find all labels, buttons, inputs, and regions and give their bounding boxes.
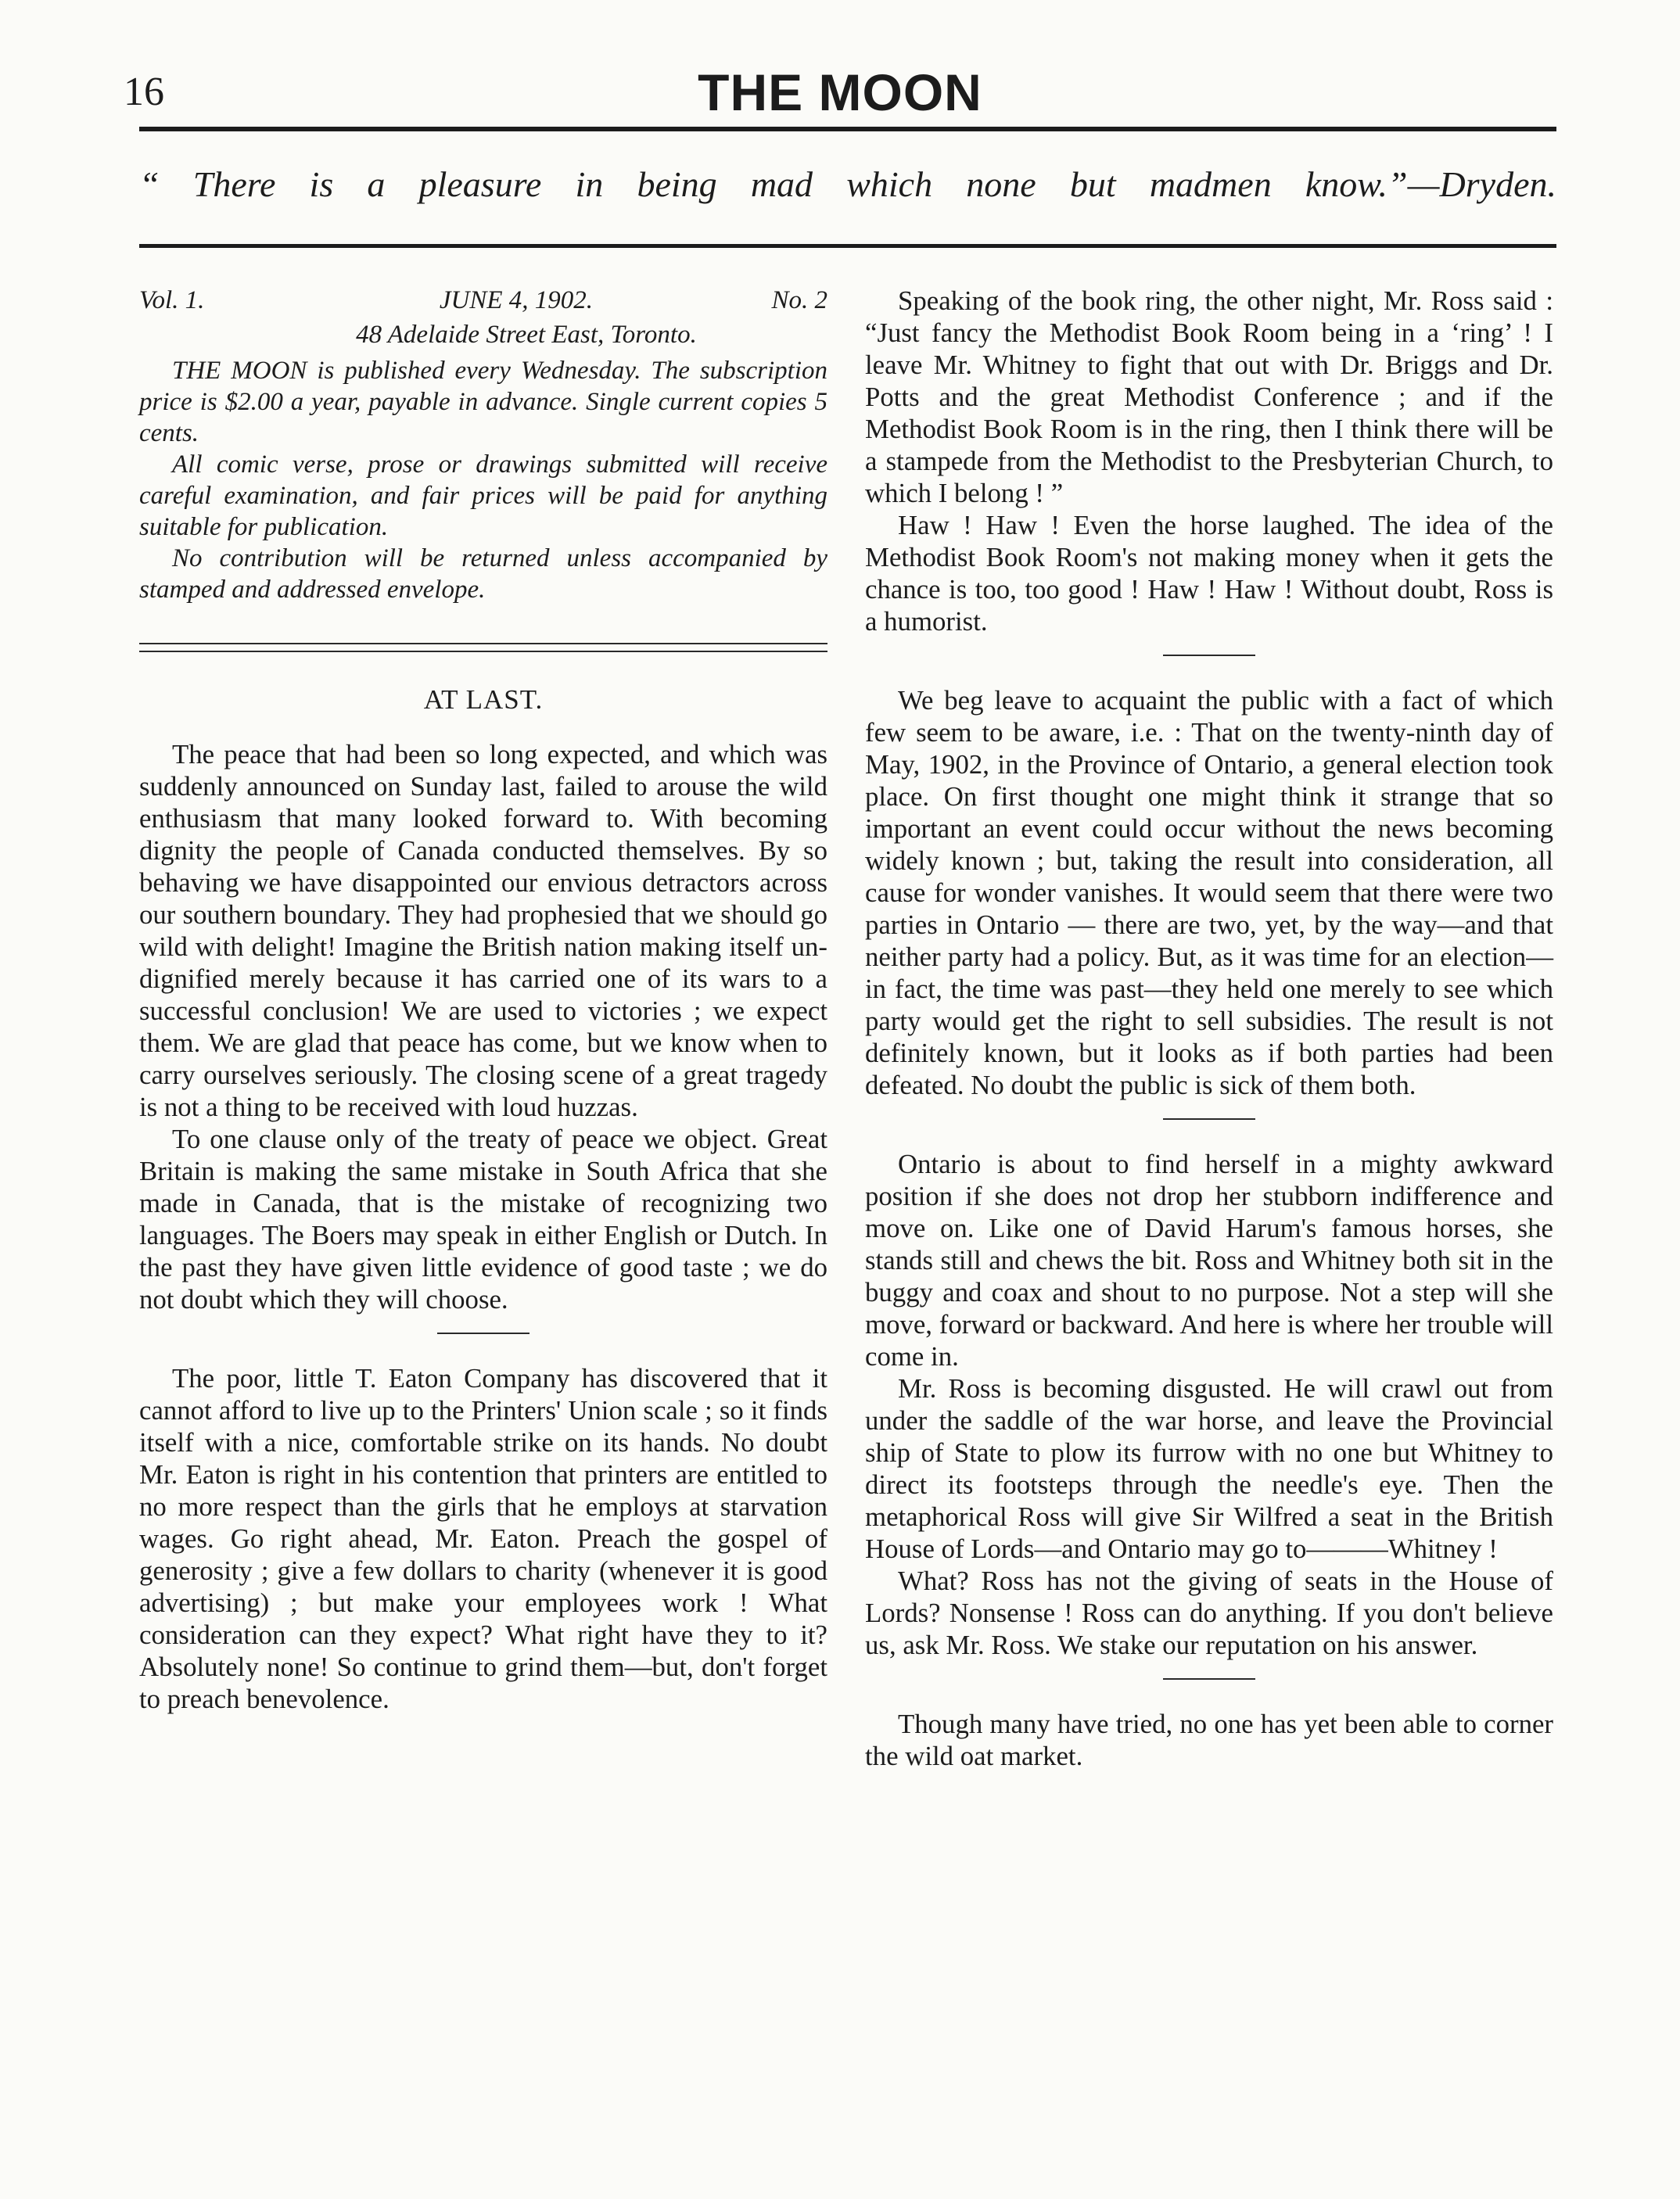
page-number: 16 [124, 70, 164, 114]
motto-quote: “ There is a pleasure in being mad which none but madmen know.”—Dryden. [139, 164, 1556, 204]
publication-notice [139, 355, 827, 605]
double-rule-divider [139, 643, 827, 654]
right-column [865, 285, 1553, 1772]
issue-number: No. 2 [771, 286, 827, 314]
section-divider [1163, 655, 1255, 656]
dateline [139, 285, 827, 316]
wild-oat-paragraph: Though many have tried, no one has yet been able to corner the wild oat market. [865, 1709, 1553, 1771]
eaton-paragraph: The poor, little T. Eaton Company has discovered that it cannot afford to live up to the Printers' Union scale ; so it finds itself with a nice, comfortable strike on its hands. No doubt Mr. Eaton is right in his contention that printers are entitled to no more respect than the girls that he employs at starvation wages. Go right ahead, Mr. Eaton. Preach the gospel of generosity ; give a few dollars to charity (whenever it is good advertising) ; but make your employees work ! What consideration can they expect? What right have they to it? Absolutely none! So continue to grind them—but, don't forget to preach benevolence. [139, 1363, 827, 1714]
ontario-paragraph: What? Ross has not the giving of seats in the House of Lords? Nonsense ! Ross can do anything. If you don't believe us, ask Mr. Ross. We stake our reputation on his answer. [865, 1566, 1553, 1660]
motto-rule [139, 244, 1556, 248]
article-paragraph: To one clause only of the treaty of peace we object. Great Britain is making the same mistake in South Africa that she made in Canada, that is the mistake of recognizing two languages. The Boers may speak in either English or Dutch. In the past they have given little evidence of good taste ; we do not doubt which they will choose. [139, 1124, 827, 1315]
article-heading: AT LAST. [423, 684, 544, 715]
notice-subscription: THE MOON is published every Wednesday. The subscription price is $2.00 a year, payable in advance. Single current copies 5 cents. [139, 357, 827, 447]
book-ring-paragraph: Speaking of the book ring, the other night, Mr. Ross said : “Just fancy the Methodist Book Room being in a ‘ring’ ! I leave Mr. Whitney to fight that out with Dr. Briggs and Dr. Potts and the great Methodist Conference ; and if the Methodist Book Room is in the ring, then I think there will be a stampede from the Methodist to the Presbyterian Church, to which I belong ! ” [865, 285, 1553, 508]
ontario-paragraph: Mr. Ross is becoming disgusted. He will crawl out from under the saddle of the war horse, and leave the Provincial ship of State to plow its furrow with no one but Whitney to direct its footsteps through the needle's eye. Then the metaphorical Ross will give Sir Wilfred a seat in the British House of Lords—and Ontario may go to———Whitney ! [865, 1373, 1553, 1564]
issue-date: JUNE 4, 1902. [439, 286, 594, 314]
masthead-title: THE MOON [698, 63, 982, 121]
election-paragraph: We beg leave to acquaint the public with a fact of which few seem to be aware, i.e. : That on the twenty-ninth day of May, 1902, in the Province of Ontario, a general election took place. On first thought one might think it strange that so important an event could occur without the news becoming widely known ; but, taking the result into consideration, all cause for wonder vanishes. It would seem that there were two parties in Ontario — there are two, yet, by the way—and that neither party had a policy. But, as it was time for an election—in fact, the time was past—they held one merely to see which party would get the right to sell subsidies. The result is not definitely known, but it looks as if both parties had been defeated. No doubt the public is sick of them both. [865, 685, 1553, 1100]
section-divider [1163, 1118, 1255, 1120]
section-divider [1163, 1678, 1255, 1680]
notice-returns: No contribution will be returned unless accompanied by stamped and addressed envelope. [139, 544, 827, 604]
book-ring-paragraph: Haw ! Haw ! Even the horse laughed. The idea of the Methodist Book Room's not making money when it gets the chance is too, too good ! Haw ! Haw ! Without doubt, Ross is a humorist. [865, 510, 1553, 637]
volume-label: Vol. 1. [139, 286, 205, 314]
masthead-rule [139, 127, 1556, 131]
office-address: 48 Adelaide Street East, Toronto. [356, 321, 697, 349]
section-divider [437, 1333, 529, 1334]
article-paragraph: The peace that had been so long expected, and which was suddenly announced on Sunday last, failed to arouse the wild enthusiasm that many looked forward to. With becoming dignity the people of Canada conducted themselves. By so behaving we have disappointed our envious detractors across our southern boundary. They had prophesied that we should go wild with delight! Imagine the British nation making itself undignified merely because it has carried one of its wars to a successful conclusion! We are used to victories ; we expect them. We are glad that peace has come, but we know when to carry ourselves seriously. The closing scene of a great tragedy is not a thing to be received with loud huzzas. [139, 739, 827, 1122]
left-column [139, 285, 827, 1715]
notice-submissions: All comic verse, prose or drawings submitted will receive careful examination, and fair prices will be paid for anything suitable for publication. [139, 450, 827, 541]
ontario-paragraph: Ontario is about to find herself in a mighty awkward position if she does not drop her stubborn indifference and move on. Like one of David Harum's famous horses, she stands still and chews the bit. Ross and Whitney both sit in the buggy and coax and shout to no purpose. Not a step will she move, forward or backward. And here is where her trouble will come in. [865, 1149, 1553, 1372]
